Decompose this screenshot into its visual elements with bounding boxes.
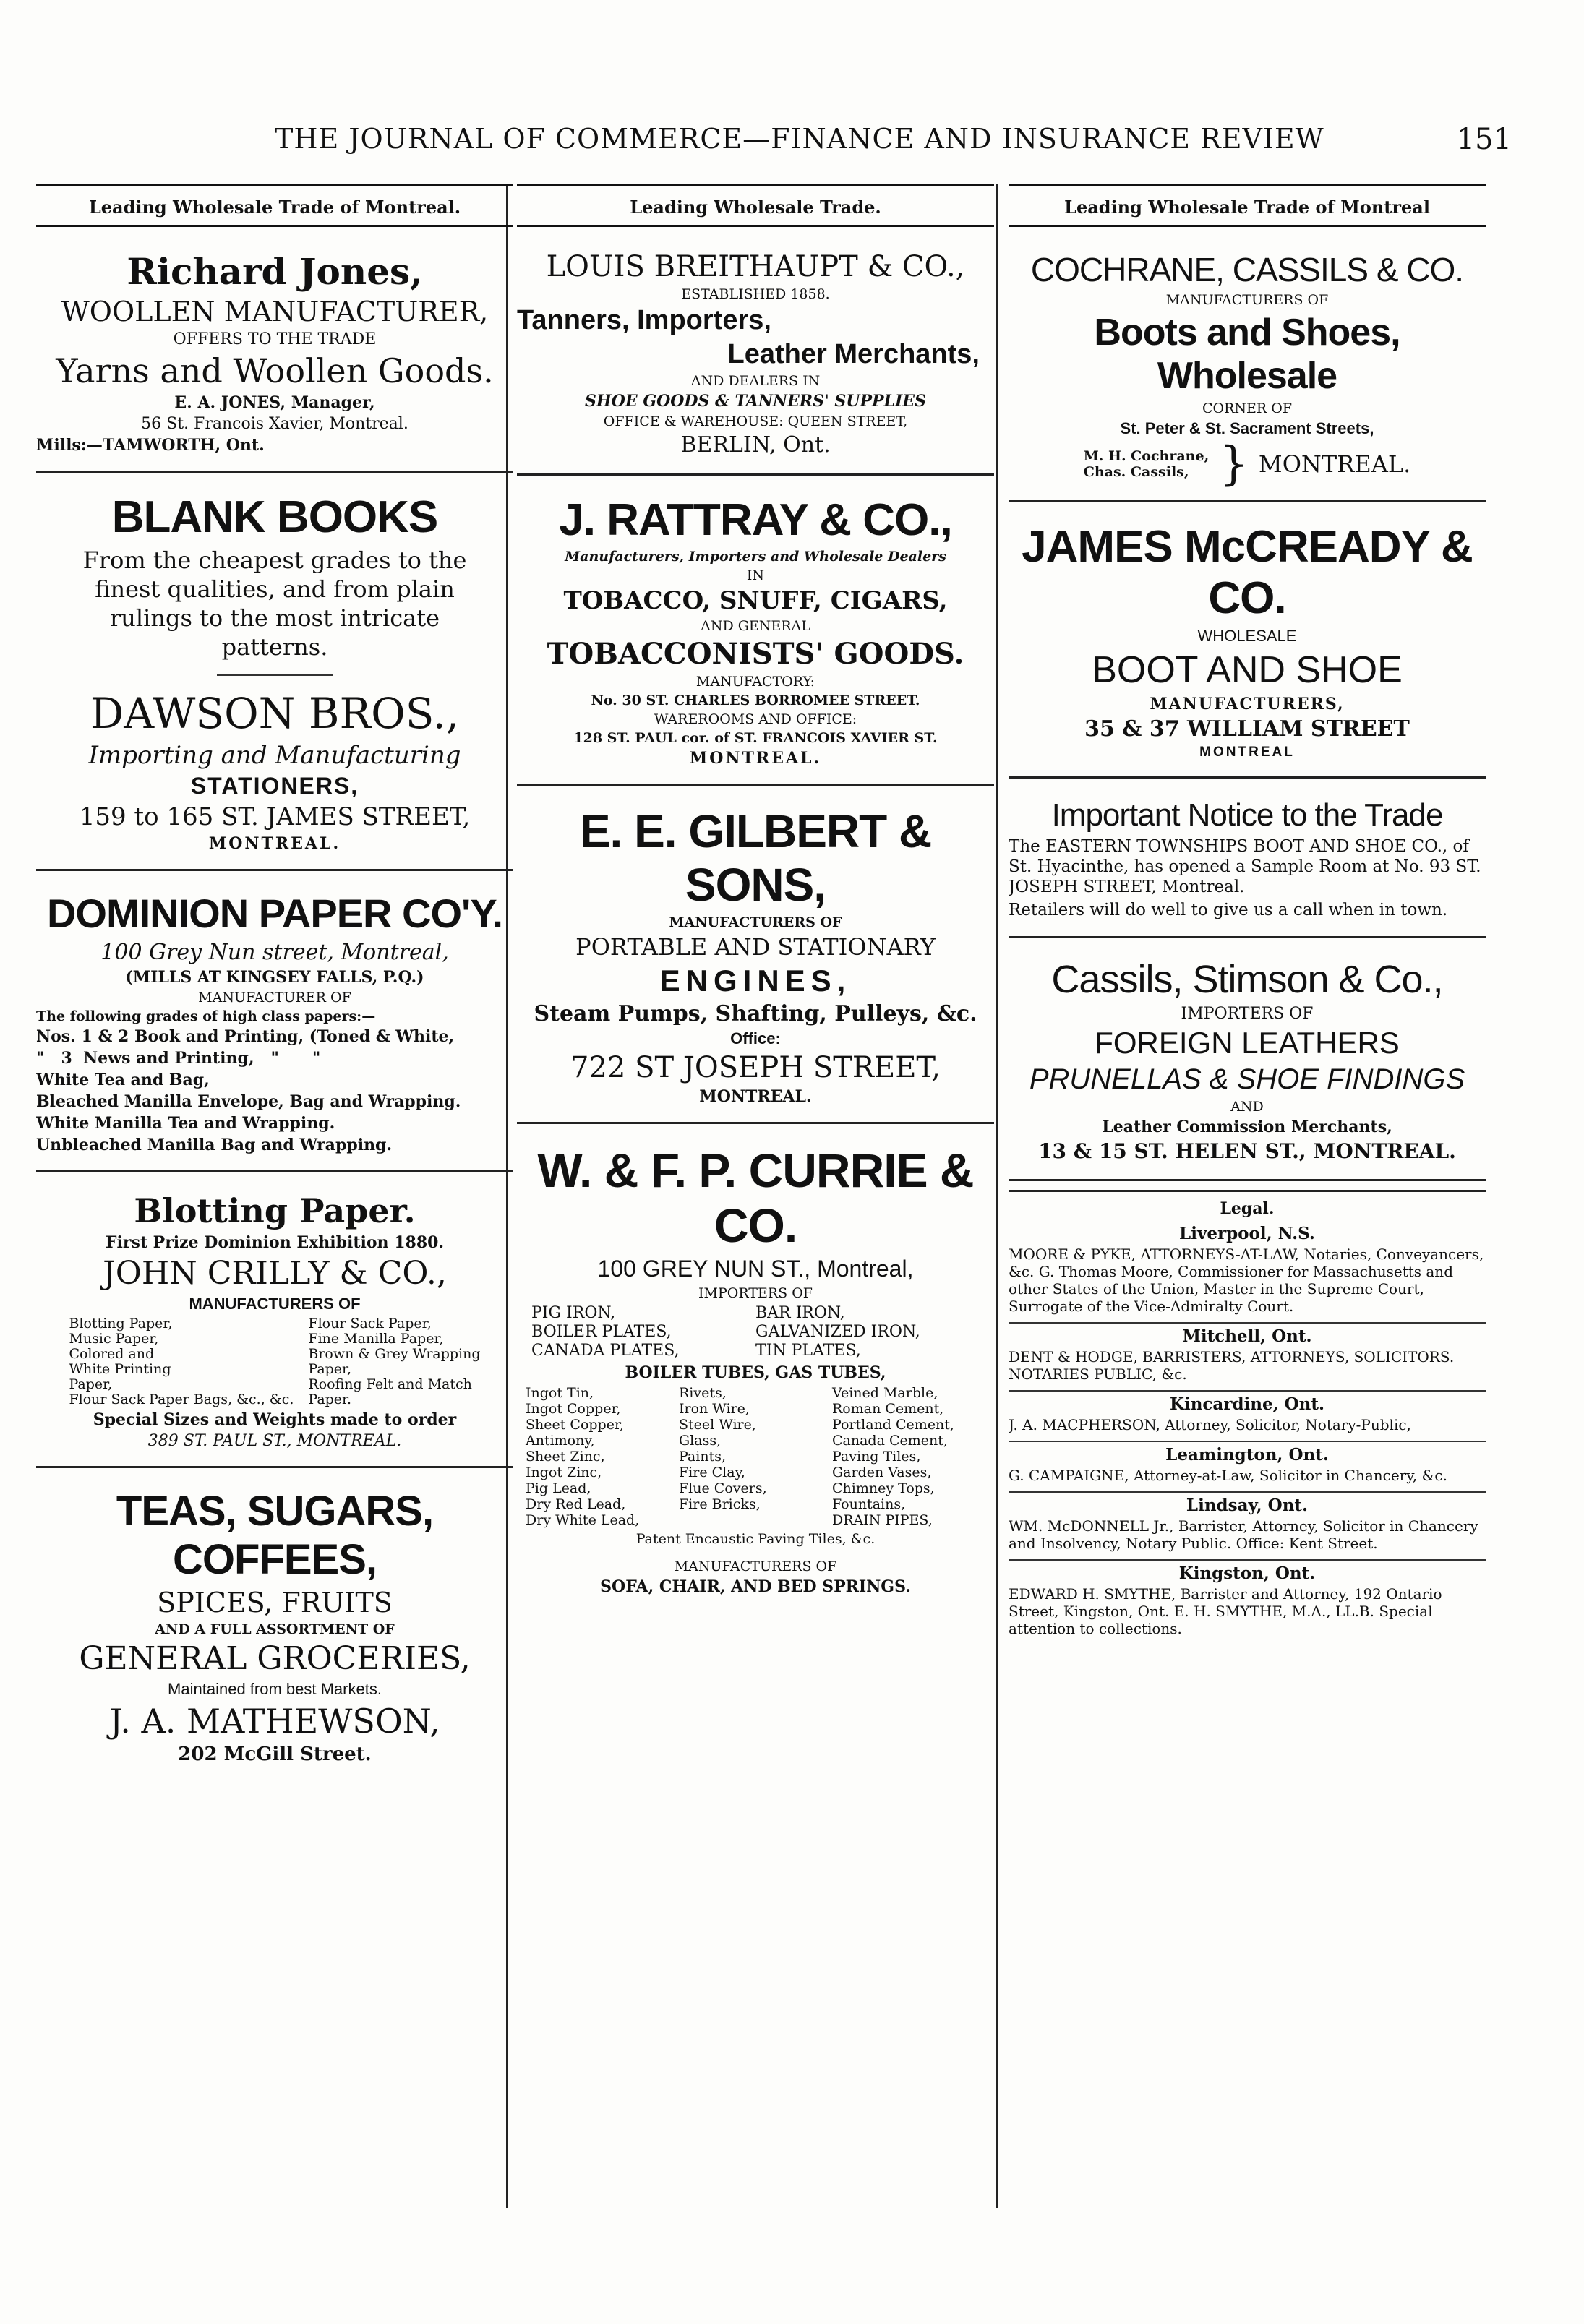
ad-line: Tanners, Importers,	[517, 305, 771, 335]
legal-entry	[1009, 1442, 1486, 1493]
list-item: DRAIN PIPES,	[832, 1512, 933, 1528]
list-item: Garden Vases,	[832, 1465, 932, 1480]
list-item: Fire Clay,	[679, 1465, 745, 1480]
ad-line: 100 Grey Nun street, Montreal,	[100, 940, 449, 965]
ad-line: Mills:—TAMWORTH, Ont.	[36, 436, 265, 455]
list-item: Veined Marble,	[832, 1385, 938, 1401]
ad-line: Maintained from best Markets.	[168, 1680, 382, 1698]
column-heading: Leading Wholesale Trade.	[517, 184, 994, 227]
ad-john-crilly	[36, 1181, 513, 1468]
ad-line: OFFICE & WAREHOUSE: QUEEN STREET,	[603, 413, 908, 429]
list-item: White Tea and Bag,	[36, 1071, 210, 1089]
ad-line: MANUFACTURERS OF	[189, 1295, 361, 1313]
ad-body: Retailers will do well to give us a call when in town.	[1009, 901, 1448, 919]
list-item: White Manilla Tea and Wrapping.	[36, 1114, 335, 1133]
list-item: Music Paper,	[69, 1331, 159, 1347]
ad-line: 35 & 37 WILLIAM STREET	[1084, 716, 1410, 742]
legal-entry	[1009, 1493, 1486, 1561]
ad-line: TOBACCO, SNUFF, CIGARS,	[563, 586, 948, 615]
legal-text: MOORE & PYKE, ATTORNEYS-AT-LAW, Notaries, Conveyancers, &c. G. Thomas Moore, Commissioner for Massachusetts and other States of the Union, Master in the Supreme Court, Surrogate of the Vice-Admiralty Court.	[1009, 1245, 1484, 1315]
list-item: Paints,	[679, 1449, 726, 1465]
divider	[217, 674, 333, 676]
products-right	[308, 1316, 480, 1407]
column-left	[36, 184, 513, 2252]
list-item: Steel Wire,	[679, 1417, 756, 1433]
ad-line: PORTABLE AND STATIONARY	[575, 933, 936, 961]
column-divider	[996, 184, 998, 2208]
products-left	[69, 1316, 294, 1407]
ad-name: DAWSON BROS.,	[90, 689, 460, 738]
ad-line: SPICES, FRUITS	[157, 1587, 393, 1618]
list-item: Pig Lead,	[526, 1480, 591, 1496]
list-item: Antimony,	[526, 1433, 595, 1449]
list-item: Portland Cement,	[832, 1417, 954, 1433]
legal-entry	[1009, 1221, 1486, 1324]
list-item: BAR IRON,	[755, 1304, 845, 1322]
list-item: Flue Covers,	[679, 1480, 767, 1496]
list-item: Rivets,	[679, 1385, 727, 1401]
ad-line: Manufacturers, Importers and Wholesale Dealers	[565, 549, 946, 565]
ad-dawson-bros	[36, 481, 513, 871]
legal-town: Leamington, Ont.	[1165, 1445, 1329, 1465]
ad-currie	[517, 1133, 994, 1612]
ad-cochrane-cassils	[1009, 240, 1486, 502]
ad-line: 722 ST JOSEPH STREET,	[570, 1051, 941, 1084]
list-item: Paving Tiles,	[832, 1449, 921, 1465]
legal-text: EDWARD H. SMYTHE, Barrister and Attorney, 192 Ontario Street, Kingston, Ont. E. H. SMYTHE, M.A., LL.B. Special attention to collections.	[1009, 1585, 1442, 1637]
list-item: " 3 News and Printing, " "	[36, 1049, 321, 1068]
list-item: Fine Manilla Paper,	[308, 1331, 444, 1347]
ad-important-notice	[1009, 787, 1486, 938]
legal-town: Kingston, Ont.	[1178, 1564, 1316, 1583]
brace-glyph: }	[1219, 437, 1249, 491]
ad-line: WOOLLEN MANUFACTURER,	[61, 296, 489, 327]
ad-name: W. & F. P. CURRIE & CO.	[537, 1144, 974, 1252]
ad-body: From the cheapest grades to the finest qualities, and from plain rulings to the most intricate patterns.	[82, 546, 467, 661]
ad-name: Cassils, Stimson & Co.,	[1051, 958, 1443, 1001]
list-item: Brown & Grey Wrapping	[308, 1346, 481, 1362]
ad-line: MONTREAL.	[208, 834, 341, 853]
ad-dominion-paper	[36, 880, 513, 1172]
ad-line: MANUFACTURERS OF	[669, 914, 842, 930]
ad-line: 13 & 15 ST. HELEN ST., MONTREAL.	[1038, 1139, 1456, 1163]
list-item: Blotting Paper,	[69, 1316, 173, 1332]
ad-name: Richard Jones,	[127, 250, 423, 293]
ad-cassils-stimson	[1009, 947, 1486, 1181]
list-item: Iron Wire,	[679, 1401, 750, 1417]
ad-line: MONTREAL.	[689, 749, 822, 768]
ad-name: J. A. MATHEWSON,	[109, 1702, 440, 1741]
ad-line: MONTREAL.	[1258, 450, 1411, 478]
list-item: Paper,	[308, 1361, 352, 1377]
ad-line: OFFERS TO THE TRADE	[173, 330, 377, 348]
ad-mathewson	[36, 1477, 513, 1781]
list-item: Paper,	[69, 1376, 113, 1392]
ad-heading: TEAS, SUGARS, COFFEES,	[116, 1488, 434, 1583]
ad-line: GENERAL GROCERIES,	[79, 1640, 471, 1677]
ad-line: St. Peter & St. Sacrament Streets,	[1120, 419, 1374, 437]
ad-line: Special Sizes and Weights made to order	[93, 1410, 457, 1429]
ad-mccready	[1009, 511, 1486, 779]
ad-line: WAREROOMS AND OFFICE:	[654, 711, 857, 727]
ad-line: Importing and Manufacturing	[88, 741, 461, 770]
legal-town: Mitchell, Ont.	[1182, 1326, 1312, 1346]
ad-line: MONTREAL	[1199, 745, 1295, 760]
ad-line: Leather Merchants,	[727, 339, 980, 369]
legal-entry	[1009, 1324, 1486, 1392]
section-heading: Legal.	[1220, 1199, 1275, 1218]
list-item: Sheet Copper,	[526, 1417, 624, 1433]
list-item: TIN PLATES,	[755, 1342, 861, 1360]
ad-line: BOILER TUBES, GAS TUBES,	[625, 1363, 886, 1382]
ad-name: COCHRANE, CASSILS & CO.	[1030, 251, 1464, 288]
list-item: Chimney Tops,	[832, 1480, 935, 1496]
list-item: Dry Red Lead,	[526, 1496, 626, 1512]
partner-name: M. H. Cochrane,	[1083, 448, 1210, 464]
list-item: Flour Sack Paper,	[308, 1316, 432, 1332]
list-item: CANADA PLATES,	[531, 1342, 680, 1360]
ad-line: SOFA, CHAIR, AND BED SPRINGS.	[600, 1577, 911, 1596]
ad-line: AND	[1230, 1099, 1264, 1115]
ad-line: 100 GREY NUN ST., Montreal,	[597, 1256, 914, 1282]
ad-line: 56 St. Francois Xavier, Montreal.	[141, 415, 408, 433]
ad-line: MANUFACTURERS OF	[674, 1558, 837, 1574]
ad-line: Yarns and Woollen Goods.	[56, 351, 494, 390]
column-middle	[517, 184, 994, 2252]
list-item: Glass,	[679, 1433, 722, 1449]
ad-line: MANUFACTURER OF	[198, 990, 351, 1006]
list-item: Dry White Lead,	[526, 1512, 640, 1528]
ad-line: FOREIGN LEATHERS	[1095, 1026, 1400, 1060]
ad-line: PRUNELLAS & SHOE FINDINGS	[1029, 1063, 1465, 1095]
ad-line: 202 McGill Street.	[178, 1744, 372, 1765]
ad-line: Patent Encaustic Paving Tiles, &c.	[635, 1531, 876, 1547]
legal-town: Liverpool, N.S.	[1179, 1224, 1315, 1243]
ad-line: MANUFACTURERS,	[1150, 695, 1345, 713]
legal-text: DENT & HODGE, BARRISTERS, ATTORNEYS, SOLICITORS. NOTARIES PUBLIC, &c.	[1009, 1348, 1455, 1383]
materials-grid	[517, 1385, 994, 1528]
ad-line: Office:	[730, 1029, 781, 1047]
list-item: Canada Cement,	[832, 1433, 948, 1449]
ad-line: No. 30 ST. CHARLES BORROMEE STREET.	[591, 693, 920, 708]
list-item: Ingot Copper,	[526, 1401, 621, 1417]
ad-heading: BLANK BOOKS	[111, 492, 438, 542]
ad-heading: Blotting Paper.	[134, 1191, 416, 1230]
ad-line: STATIONERS,	[190, 773, 359, 799]
list-item: White Printing	[69, 1361, 171, 1377]
ad-line: MANUFACTURERS OF	[1165, 292, 1329, 308]
imports-list	[517, 1304, 994, 1360]
ad-line: CORNER OF	[1202, 400, 1293, 416]
legal-text: G. CAMPAIGNE, Attorney-at-Law, Solicitor in Chancery, &c.	[1009, 1467, 1447, 1484]
list-item: Roman Cement,	[832, 1401, 944, 1417]
ad-line: Boots and Shoes, Wholesale	[1094, 312, 1400, 397]
page-number: 151	[1456, 123, 1512, 156]
list-item: Fire Bricks,	[679, 1496, 761, 1512]
list-item: Roofing Felt and Match	[308, 1376, 472, 1392]
journal-title: THE JOURNAL OF COMMERCE—FINANCE AND INSURANCE REVIEW	[275, 123, 1324, 155]
legal-entry	[1009, 1392, 1486, 1442]
list-item: Fountains,	[832, 1496, 906, 1512]
ad-line: BOOT AND SHOE	[1092, 649, 1403, 691]
ad-name: JOHN CRILLY & CO.,	[103, 1255, 447, 1292]
ad-richard-jones	[36, 240, 513, 473]
ad-breithaupt	[517, 240, 994, 476]
page-header	[43, 123, 1541, 166]
ad-line: SHOE GOODS & TANNERS' SUPPLIES	[585, 392, 926, 411]
list-item	[679, 1512, 832, 1528]
ad-line: AND GENERAL	[701, 618, 810, 634]
ad-name: J. RATTRAY & CO.,	[559, 495, 952, 545]
list-item: Ingot Zinc,	[526, 1465, 602, 1480]
ad-line: WHOLESALE	[1197, 627, 1297, 645]
ad-line: 128 ST. PAUL cor. of ST. FRANCOIS XAVIER ST.	[573, 730, 938, 746]
legal-text: WM. McDONNELL Jr., Barrister, Attorney, Solicitor in Chancery and Insolvency, Notary Public. Office: Kent Street.	[1009, 1517, 1478, 1552]
legal-entry	[1009, 1561, 1486, 1645]
legal-text: J. A. MACPHERSON, Attorney, Solicitor, Notary-Public,	[1009, 1416, 1411, 1433]
list-item: Nos. 1 & 2 Book and Printing, (Toned & White,	[36, 1027, 455, 1046]
list-item: Colored and	[69, 1346, 155, 1362]
ad-line: MONTREAL.	[699, 1087, 812, 1106]
ad-line: MANUFACTORY:	[695, 674, 815, 690]
list-item: BOILER PLATES,	[531, 1323, 672, 1341]
ad-line: TOBACCONISTS' GOODS.	[547, 637, 964, 671]
ad-line: First Prize Dominion Exhibition 1880.	[105, 1233, 445, 1252]
legal-section	[1009, 1190, 1486, 1658]
list-item: GALVANIZED IRON,	[755, 1323, 920, 1341]
column-heading: Leading Wholesale Trade of Montreal.	[36, 184, 513, 227]
ad-gilbert	[517, 794, 994, 1124]
list-item: Unbleached Manilla Bag and Wrapping.	[36, 1136, 393, 1154]
ad-line: BERLIN, Ont.	[680, 432, 831, 458]
column-right	[1009, 184, 1486, 2252]
ad-line: Steam Pumps, Shafting, Pulleys, &c.	[534, 1001, 977, 1026]
legal-town: Lindsay, Ont.	[1186, 1496, 1309, 1515]
ad-name: DOMINION PAPER CO'Y.	[46, 891, 503, 936]
ad-line: The following grades of high class papers:—	[36, 1008, 376, 1024]
list-item: Bleached Manilla Envelope, Bag and Wrapping.	[36, 1092, 461, 1111]
ad-line: ESTABLISHED 1858.	[681, 286, 830, 302]
list-item: Paper.	[308, 1392, 352, 1407]
column-heading: Leading Wholesale Trade of Montreal	[1009, 184, 1486, 227]
ad-name: JAMES McCREADY & CO.	[1022, 522, 1473, 623]
ad-line: 159 to 165 ST. JAMES STREET,	[79, 802, 471, 831]
ad-rattray	[517, 484, 994, 786]
ad-line: IMPORTERS OF	[1181, 1005, 1314, 1023]
ad-body: The EASTERN TOWNSHIPS BOOT AND SHOE CO., of St. Hyacinthe, has opened a Sample Room at No. 93 ST. JOSEPH STREET, Montreal.	[1009, 837, 1481, 896]
ad-line: E. A. JONES, Manager,	[174, 393, 375, 412]
partner-name: Chas. Cassils,	[1083, 464, 1189, 480]
list-item: PIG IRON,	[531, 1304, 616, 1322]
ad-line: IN	[746, 567, 765, 583]
list-item: Ingot Tin,	[526, 1385, 594, 1401]
list-item: Flour Sack Paper Bags, &c., &c.	[69, 1392, 294, 1407]
ad-line: IMPORTERS OF	[698, 1285, 813, 1301]
ad-name: E. E. GILBERT & SONS,	[579, 805, 932, 911]
ad-line: AND DEALERS IN	[690, 373, 821, 389]
ad-line: (MILLS AT KINGSEY FALLS, P.Q.)	[125, 968, 424, 987]
ad-line: ENGINES,	[659, 964, 852, 998]
legal-town: Kincardine, Ont.	[1169, 1394, 1325, 1414]
ad-line: 389 ST. PAUL ST., MONTREAL.	[147, 1432, 402, 1450]
list-item: Sheet Zinc,	[526, 1449, 605, 1465]
ad-line: Leather Commission Merchants,	[1102, 1118, 1392, 1136]
ad-name: LOUIS BREITHAUPT & CO.,	[546, 250, 965, 283]
ad-line: AND A FULL ASSORTMENT OF	[155, 1621, 395, 1637]
ad-heading: Important Notice to the Trade	[1051, 797, 1443, 833]
partners-block	[1009, 437, 1486, 491]
